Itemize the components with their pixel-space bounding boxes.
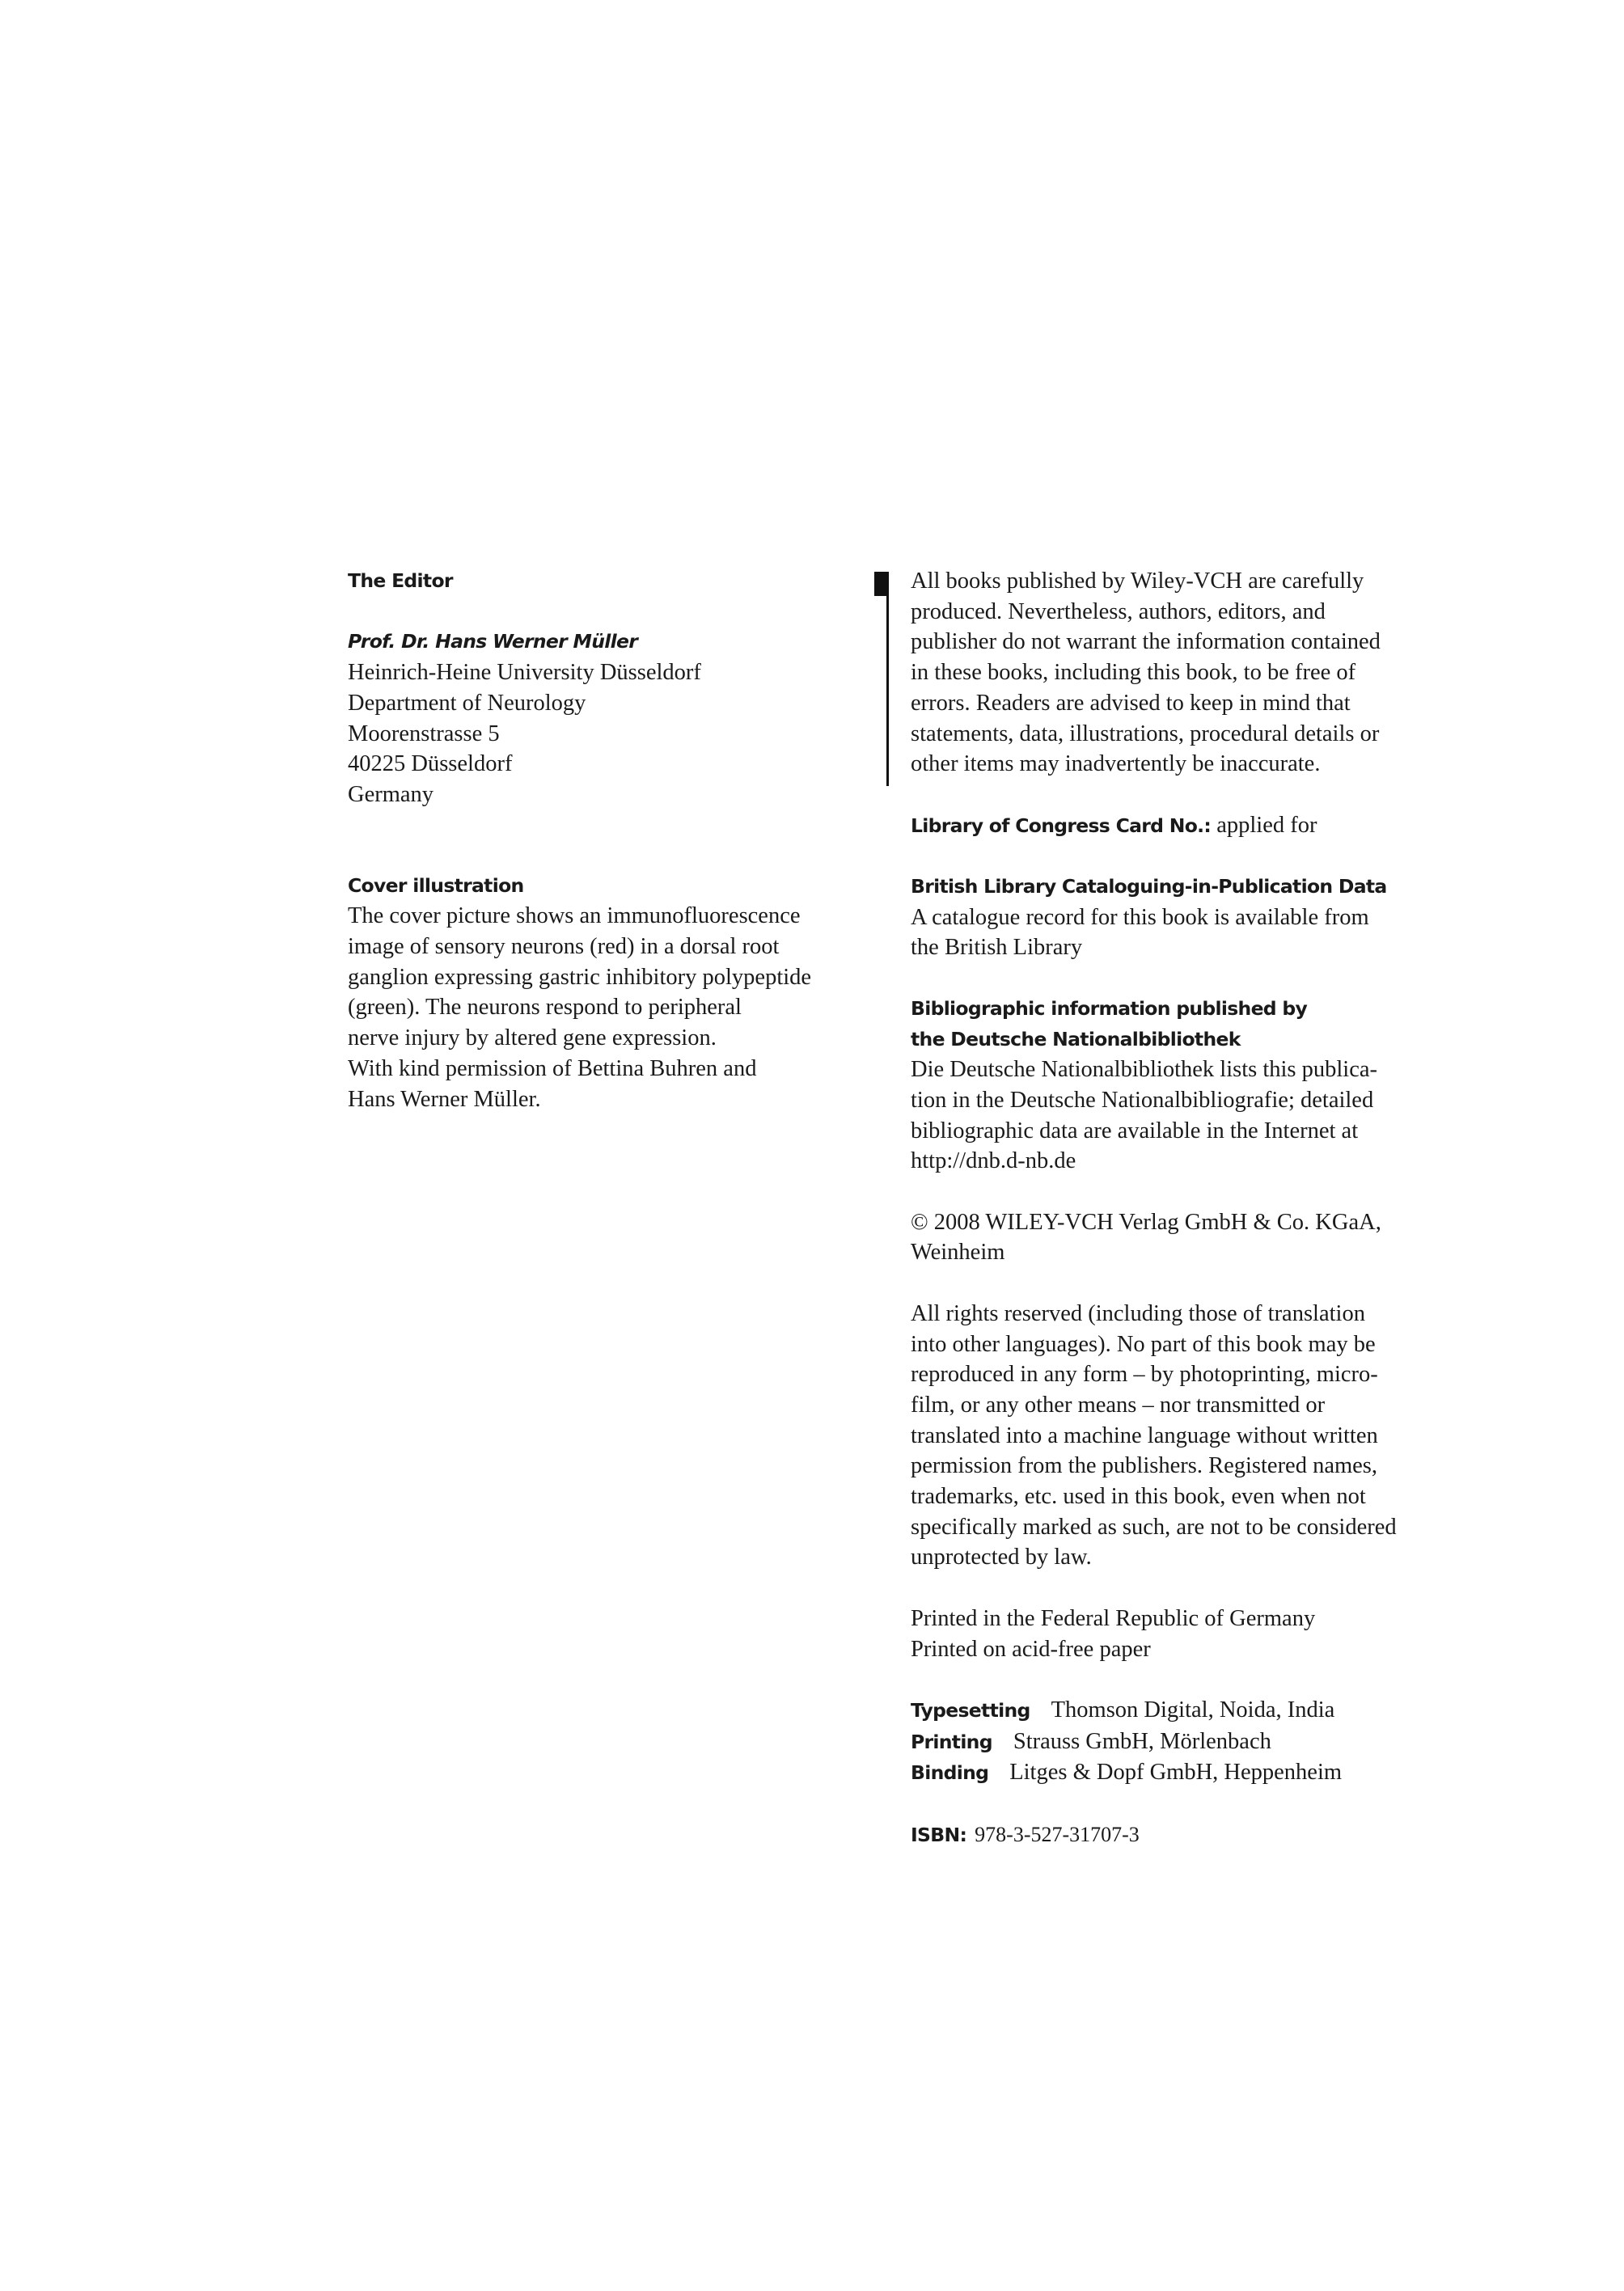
credit-label: Printing	[911, 1730, 992, 1753]
credit-printing	[911, 1727, 1444, 1758]
cover-line: ganglion expressing gastric inhibitory polypeptide	[348, 964, 812, 990]
rights-line: trademarks, etc. used in this book, even when not	[911, 1484, 1366, 1510]
spacer	[348, 810, 865, 871]
disclaimer-line: produced. Nevertheless, authors, editors, and	[911, 598, 1326, 624]
disclaimer-line: in these books, including this book, to be free of	[911, 660, 1356, 686]
printed-line: Printed on acid-free paper	[911, 1636, 1151, 1662]
rights-line: All rights reserved (including those of translation	[911, 1300, 1365, 1326]
copyright-notice	[911, 1207, 1444, 1268]
address-line: Heinrich-Heine University Düsseldorf	[348, 660, 701, 686]
isbn-label: ISBN:	[911, 1823, 967, 1846]
british-library-block	[911, 872, 1444, 963]
cover-line: With kind permission of Bettina Buhren and	[348, 1055, 757, 1081]
dnb-heading-line-1: Bibliographic information published by	[911, 996, 1308, 1020]
address-line: 40225 Düsseldorf	[348, 751, 513, 777]
british-library-heading: British Library Cataloguing-in-Publication Data	[911, 875, 1387, 898]
address-line: Moorenstrasse 5	[348, 721, 500, 746]
cover-illustration-text	[348, 901, 865, 1114]
credit-value: Strauss GmbH, Mörlenbach	[1013, 1728, 1271, 1754]
editor-address	[348, 657, 865, 810]
copyright-line: © 2008 WILEY-VCH Verlag GmbH & Co. KGaA,	[911, 1209, 1381, 1235]
rights-line: unprotected by law.	[911, 1545, 1092, 1570]
loc-value: applied for	[1211, 812, 1317, 838]
library-of-congress	[911, 810, 1444, 842]
disclaimer-line: other items may inadvertently be inaccurate.	[911, 751, 1321, 777]
rights-paragraph	[911, 1299, 1444, 1573]
rights-line: reproduced in any form – by photoprinting, micro-	[911, 1362, 1378, 1388]
production-credits	[911, 1695, 1444, 1789]
isbn	[911, 1820, 1444, 1851]
isbn-value: 978-3-527-31707-3	[975, 1822, 1140, 1846]
credit-label: Typesetting	[911, 1698, 1030, 1722]
disclaimer-line: statements, data, illustrations, procedural details or	[911, 721, 1380, 746]
cover-line: nerve injury by altered gene expression.	[348, 1025, 717, 1051]
cover-line: (green). The neurons respond to peripheral	[348, 995, 742, 1021]
address-line: Germany	[348, 781, 434, 807]
dnb-line: Die Deutsche Nationalbibliothek lists this publica-	[911, 1057, 1378, 1083]
dnb-heading-line-2: the Deutsche Nationalbibliothek	[911, 1027, 1241, 1050]
disclaimer-line: errors. Readers are advised to keep in mind that	[911, 690, 1351, 716]
cover-illustration-heading: Cover illustration	[348, 873, 524, 897]
spacer	[348, 597, 865, 628]
right-column	[911, 566, 1444, 1850]
dnb-url: http://dnb.d-nb.de	[911, 1148, 1076, 1174]
british-library-line: the British Library	[911, 935, 1083, 961]
credit-typesetting	[911, 1695, 1444, 1727]
rights-line: permission from the publishers. Registered names,	[911, 1453, 1378, 1479]
printed-line: Printed in the Federal Republic of Germany	[911, 1605, 1316, 1631]
margin-marker-block	[874, 572, 887, 596]
dnb-line: bibliographic data are available in the Internet at	[911, 1118, 1359, 1143]
credit-label: Binding	[911, 1761, 989, 1785]
loc-label: Library of Congress Card No.:	[911, 814, 1212, 837]
dnb-line: tion in the Deutsche Nationalbibliografie; detailed	[911, 1087, 1374, 1113]
credit-binding	[911, 1757, 1444, 1789]
rights-line: specifically marked as such, are not to be considered	[911, 1514, 1397, 1540]
dnb-block	[911, 994, 1444, 1177]
editor-heading: The Editor	[348, 569, 453, 592]
credit-value: Litges & Dopf GmbH, Heppenheim	[1009, 1760, 1343, 1786]
disclaimer-line: All books published by Wiley-VCH are carefully	[911, 569, 1364, 594]
disclaimer-line: publisher do not warrant the information contained	[911, 629, 1381, 655]
rights-line: film, or any other means – nor transmitted or	[911, 1392, 1326, 1418]
cover-line: image of sensory neurons (red) in a dorsal root	[348, 934, 780, 960]
cover-line: The cover picture shows an immunofluorescence	[348, 903, 801, 929]
disclaimer-paragraph	[911, 566, 1444, 780]
copyright-line: Weinheim	[911, 1240, 1005, 1266]
editor-name: Prof. Dr. Hans Werner Müller	[348, 630, 638, 653]
margin-marker-rule	[886, 572, 889, 786]
printed-notice	[911, 1604, 1444, 1664]
left-column	[348, 566, 865, 1114]
address-line: Department of Neurology	[348, 690, 586, 716]
credit-value: Thomson Digital, Noida, India	[1051, 1697, 1335, 1722]
cover-line: Hans Werner Müller.	[348, 1086, 541, 1112]
british-library-line: A catalogue record for this book is available from	[911, 904, 1369, 930]
rights-line: into other languages). No part of this book may be	[911, 1331, 1376, 1357]
rights-line: translated into a machine language without written	[911, 1422, 1378, 1448]
